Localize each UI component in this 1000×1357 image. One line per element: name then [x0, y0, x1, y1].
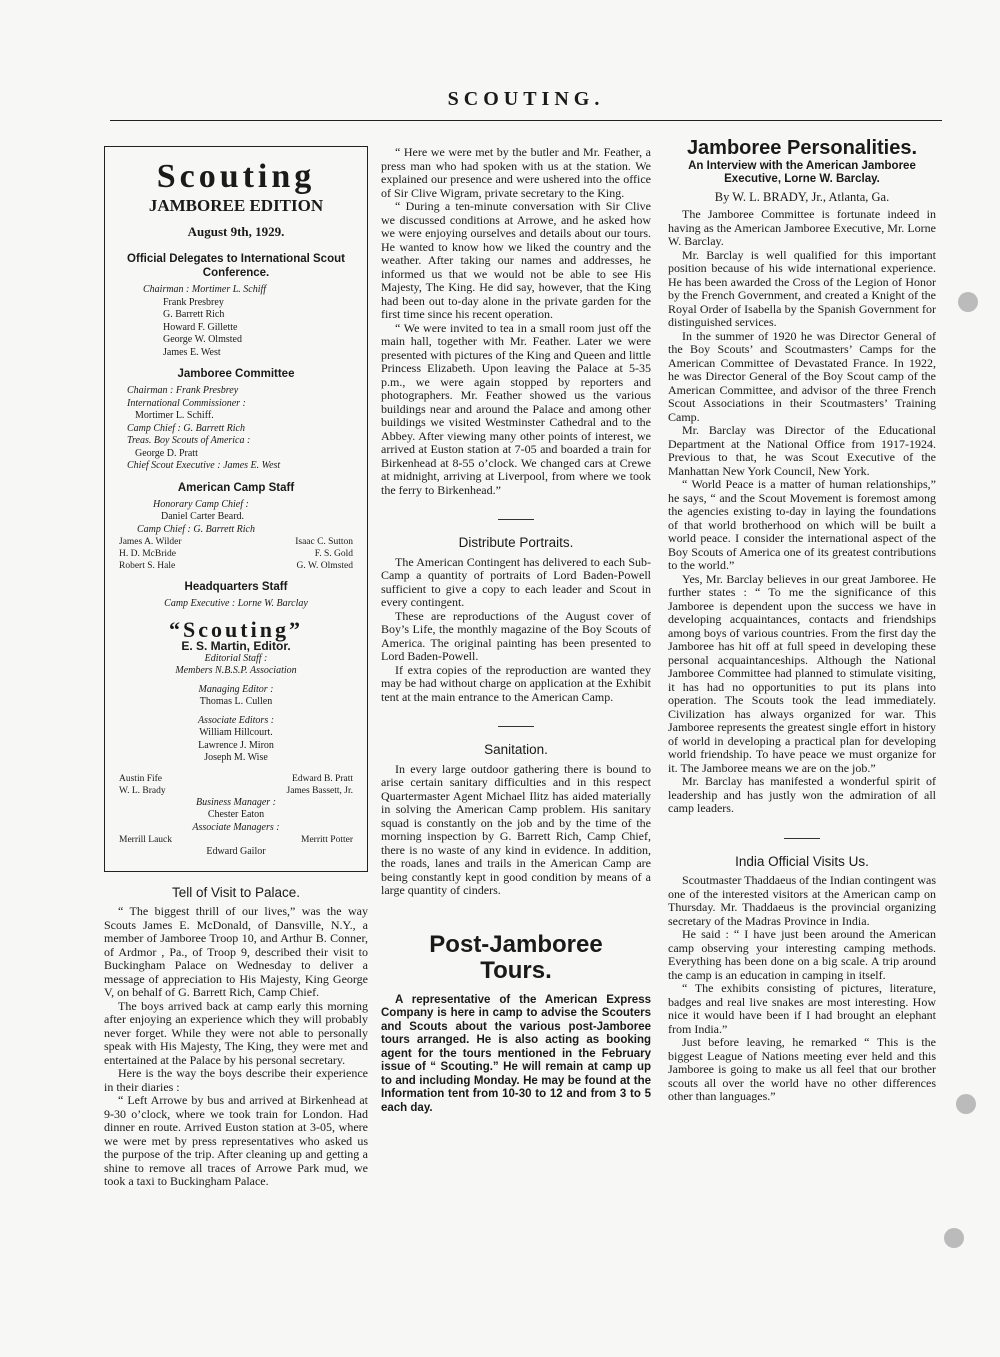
camp-staff-line: Honorary Camp Chief :	[153, 498, 249, 510]
staff-name: Merritt Potter	[301, 835, 353, 845]
personalities-subtitle: An Interview with the American Jamboree Executive, Lorne W. Barclay.	[688, 159, 916, 185]
staff-name: Robert S. Hale	[119, 561, 176, 571]
section-divider	[498, 726, 534, 727]
delegate-name: Frank Presbrey	[163, 296, 224, 308]
editorial-staff: Editorial Staff :	[204, 652, 268, 664]
article-paragraph: Mr. Barclay has manifested a wonderful spirit of leadership and has justly won the admiration of all camp leaders.	[668, 774, 936, 815]
post-jamboree-title-line: Tours.	[480, 956, 552, 984]
staff-name: G. W. Olmsted	[296, 561, 353, 571]
post-jamboree-body: A representative of the American Express Company is here in camp to advise the Scouters and Scouts about the various post-Jamboree tours arranged. He is also acting as booking agent for the tours mentioned in the February issue of “ Scouting.” He will remain at camp up to and including Monday. He may be found at the Information tent from 10-30 to 12 and from 3 to 5 each day.	[381, 993, 651, 1114]
camp-staff-line: Daniel Carter Beard.	[161, 511, 245, 522]
delegates-chairman: Chairman : Mortimer L. Schiff	[143, 284, 267, 295]
staff-name: H. D. McBride	[119, 549, 176, 559]
associate-label: Associate Editors :	[197, 714, 275, 726]
article-paragraph: Here is the way the boys describe their experience in their diaries :	[104, 1066, 368, 1094]
article-paragraph: Just before leaving, he remarked “ This is the biggest League of Nations meeting ever held and this Jamboree is going to make us all feel that our brother scouts all over the world have no other differences other than languages.”	[668, 1035, 936, 1103]
column-right	[668, 137, 936, 1104]
article-paragraph: Scoutmaster Thaddaeus of the Indian contingent was one of the interested visitors at the American camp on Thursday. Mr. Thaddaeus is the provincial organizing secretary of the Madras Province in India.	[668, 873, 936, 928]
staff-pair	[113, 773, 359, 785]
committee-line: International Commissioner :	[127, 397, 246, 409]
masthead-box	[104, 146, 368, 872]
delegate-name: G. Barrett Rich	[163, 309, 225, 320]
associate-name: William Hillcourt.	[199, 727, 273, 738]
page-header	[110, 88, 942, 111]
masthead-title: Scouting	[156, 158, 316, 195]
staff-name: James Bassett, Jr.	[286, 785, 353, 796]
article-paragraph: Yes, Mr. Barclay believes in our great Jamboree. He further states : “ To me the significance of this Jamboree is dependent upon the success we have in developing acquaintances, contacts and friendships among boys of various countries. From the first day the Jamboree has hit off at full speed in developing these personal acquaintanceships. Although the National Jamboree Committee had planned to stimulate visiting, it has had no opportunities to put its plans into operation. The Scouts took the lead immediately. Civilization has always organized for war. This Jamboree represents the greatest single effort in history of world in developing a practical plan for developing world friendship. To have peace we must organize for it. The Jamboree means we are on the job.”	[668, 571, 936, 775]
delegate-name: Howard F. Gillette	[163, 321, 238, 333]
staff-name: F. S. Gold	[314, 549, 353, 559]
staff-name: Merrill Lauck	[119, 835, 173, 845]
committee-line: Chairman : Frank Presbrey	[127, 385, 239, 396]
personalities-title: Jamboree Personalities.	[686, 137, 918, 159]
staff-pair	[113, 548, 359, 560]
article-paragraph: The boys arrived back at camp early this morning after enjoying an experience which they will probably never forget. While they were not able to personally speak with His Majesty, The King, they were met and entertained at the Palace by his personal secretary.	[104, 998, 368, 1067]
tell-of-visit-title: Tell of Visit to Palace.	[171, 884, 301, 900]
managing-label: Managing Editor :	[198, 683, 274, 695]
article-paragraph: If extra copies of the reproduction are wanted they may be had without charge on application at the Exhibit tent at the main entrance to the American Camp.	[381, 662, 651, 704]
article-paragraph: “ During a ten-minute conversation with Sir Clive we discussed conditions at Arrowe, and he asked how we were enjoying ourselves and details about our tours. He wanted to know how we liked the country and the weather. After taking our names and addresses, he informed us that we would not be able to see His Majesty, The King. He did say, however, that the King had been out to-day alone in the private garden for the first time since his recent operation.	[381, 199, 651, 321]
delegate-name: James E. West	[163, 346, 221, 358]
binding-hole-mark	[944, 1228, 964, 1248]
header-rule	[110, 120, 942, 121]
assoc-mgr-name: Edward Gailor	[206, 846, 266, 857]
page-title: SCOUTING.	[447, 88, 605, 110]
article-paragraph: Mr. Barclay was Director of the Educational Department at the National Office from 1917-1924. Previous to that, he was Scout Executive of the Manhattan New York Council, New York.	[668, 423, 936, 478]
committee-heading: Jamboree Committee	[177, 368, 295, 380]
article-paragraph: “ The biggest thrill of our lives,” was the way Scouts James E. McDonald, of Dansville, N.Y., a member of Jamboree Troop 10, and Arthur B. Conner, of Ardmor , Pa., of Troop 9, described their visit to Buckingham Palace on Wednesday to deliver a message of appreciation to His Majesty, King George V, on behalf of G. Barrett Rich, Camp Chief.	[104, 904, 368, 999]
article-paragraph: “ Left Arrowe by bus and arrived at Birkenhead at 9-30 o’clock, where we took train for London. Had dinner en route. Arrived Euston station at 3-05, where we were met by press representatives who asked us the purpose of the trip. After cleaning up and getting a shine to remove all traces of Arrowe Park mud, we took a taxi to Buckingham Palace.	[104, 1093, 368, 1188]
camp-staff-heading: American Camp Staff	[177, 481, 295, 494]
staff-name: W. L. Brady	[119, 785, 166, 796]
binding-hole-mark	[958, 292, 978, 312]
article-paragraph: “ World Peace is a matter of human relationships,” he says, “ and the Scout Movement is foremost among the agencies existing to-day in laying the foundations of that world brotherhood on which will be built a world peace. I consider the international aspect of the Boy Scouts of America one of its greatest contributions to the world.”	[668, 477, 936, 572]
delegates-heading: Official Delegates to International Scout Conference.	[127, 253, 345, 279]
masthead-edition: JAMBOREE EDITION	[148, 196, 324, 215]
committee-line: George D. Pratt	[135, 447, 198, 459]
staff-name: Isaac C. Sutton	[295, 537, 353, 547]
hq-line: Camp Executive : Lorne W. Barclay	[164, 598, 308, 609]
staff-pair	[113, 785, 359, 797]
article-paragraph: In the summer of 1920 he was Director General of the Boy Scouts’ and Scoutmasters’ Camps for the American Committee of Devastated France. In 1922, he was Director General of the Boy Scout camp of the American Committee, and advisor of the three French Scout Associations in their Scoutmasters’ Training Camp.	[668, 328, 936, 424]
article-paragraph: “ The exhibits consisting of pictures, literature, badges and real live snakes are most interesting. How nice it would have been if I had brought an elephant from India.”	[668, 981, 936, 1036]
business-label: Business Manager :	[196, 796, 276, 808]
associate-name: Lawrence J. Miron	[198, 739, 274, 751]
section-divider	[784, 838, 820, 839]
article-paragraph: The Jamboree Committee is fortunate indeed in having as the American Jamboree Executive, Mr. Lorne W. Barclay.	[668, 207, 936, 248]
binding-hole-mark	[956, 1094, 976, 1114]
article-paragraph: “ We were invited to tea in a small room just off the main hall, together with Mr. Feather. Later we were presented with pictures of the King and Queen and little Princess Elizabeth. Upon leaving the Palace at 5-35 p.m., we were again stopped by reporters and photographers. Mr. Feather showed us the various buildings near and around the Palace and among other buildings we visited Westminster Cathedral and to the Abbey. After viewing many other points of interest, we arrived at Euston station at 7-05 and boarded a train for Birkenhead at 8-55 o’clock. We changed cars at Crewe at midnight, arriving at Liverpool, from where we took the ferry to Birkenhead.”	[381, 320, 651, 497]
staff-pair	[113, 536, 359, 548]
assoc-mgr-label: Associate Managers :	[192, 821, 280, 833]
section-divider	[498, 519, 534, 520]
paper-title: “Scouting”	[169, 616, 303, 642]
article-paragraph: These are reproductions of the August cover of Boy’s Life, the monthly magazine of the Boy Scouts of America. The original painting has been presented to Lord Baden-Powell.	[381, 608, 651, 663]
camp-staff-line: Camp Chief : G. Barrett Rich	[137, 523, 255, 535]
column-middle	[381, 146, 651, 1115]
delegate-name: George W. Olmsted	[163, 334, 242, 345]
distribute-title: Distribute Portraits.	[458, 535, 574, 550]
article-paragraph: In every large outdoor gathering there is bound to arise certain sanitary difficulties and in this respect Quartermaster Agent Michael Ilitz has aided materially in solving the American Camp problem. His sanitary squad is constantly on the job and by the time of the morning inspection by G. Barrett Rich, Camp Chief, there is no waste of any kind in evidence. In addition, the roads, lanes and trails in the American Camp are being constantly kept in good condition by means of a large quantity of cinders.	[381, 761, 651, 897]
staff-pair	[113, 560, 359, 572]
column-left	[104, 146, 368, 1189]
article-paragraph: The American Contingent has delivered to each Sub-Camp a quantity of portraits of Lord Baden-Powell sufficient to give a copy to each leader and Scout in every contingent.	[381, 554, 651, 609]
committee-line: Treas. Boy Scouts of America :	[127, 435, 251, 446]
post-jamboree-title	[381, 932, 651, 984]
staff-name: James A. Wilder	[119, 537, 182, 547]
hq-heading: Headquarters Staff	[184, 581, 288, 593]
business-name: Chester Eaton	[207, 809, 265, 820]
article-paragraph: He said : “ I have just been around the American camp observing your interesting camping methods. Everything has been done on a big scale. A trip around the camp is an education in camping in itself.	[668, 927, 936, 982]
personalities-byline: By W. L. BRADY, Jr., Atlanta, Ga.	[714, 189, 890, 204]
committee-line: Chief Scout Executive : James E. West	[127, 460, 281, 471]
editor-line: E. S. Martin, Editor.	[181, 639, 291, 653]
committee-line: Mortimer L. Schiff.	[135, 410, 214, 421]
masthead-date: August 9th, 1929.	[187, 223, 285, 239]
article-paragraph: “ Here we were met by the butler and Mr. Feather, a press man who had spoken with us at the station. We explained our presence and were ushered into the office of Sir Clive Wigram, private secretary to the King.	[381, 145, 651, 200]
members-line: Members N.B.S.P. Association	[175, 665, 297, 676]
staff-pair	[113, 834, 359, 846]
sanitation-title: Sanitation.	[484, 742, 548, 757]
staff-name: Edward B. Pratt	[292, 773, 353, 784]
staff-name: Austin Fife	[119, 773, 163, 784]
india-title: India Official Visits Us.	[735, 853, 869, 869]
article-paragraph: Mr. Barclay is well qualified for this important position because of his wide international experience. He has been awarded the Cross of the Legion of Honor by the French Government, and created a Knight of the Royal Order of Isabella by the Spanish Government for distinguished services.	[668, 247, 936, 329]
post-jamboree-title-line: Post-Jamboree	[429, 930, 603, 958]
managing-name: Thomas L. Cullen	[199, 696, 273, 707]
associate-name: Joseph M. Wise	[204, 752, 268, 763]
committee-line: Camp Chief : G. Barrett Rich	[127, 422, 245, 434]
